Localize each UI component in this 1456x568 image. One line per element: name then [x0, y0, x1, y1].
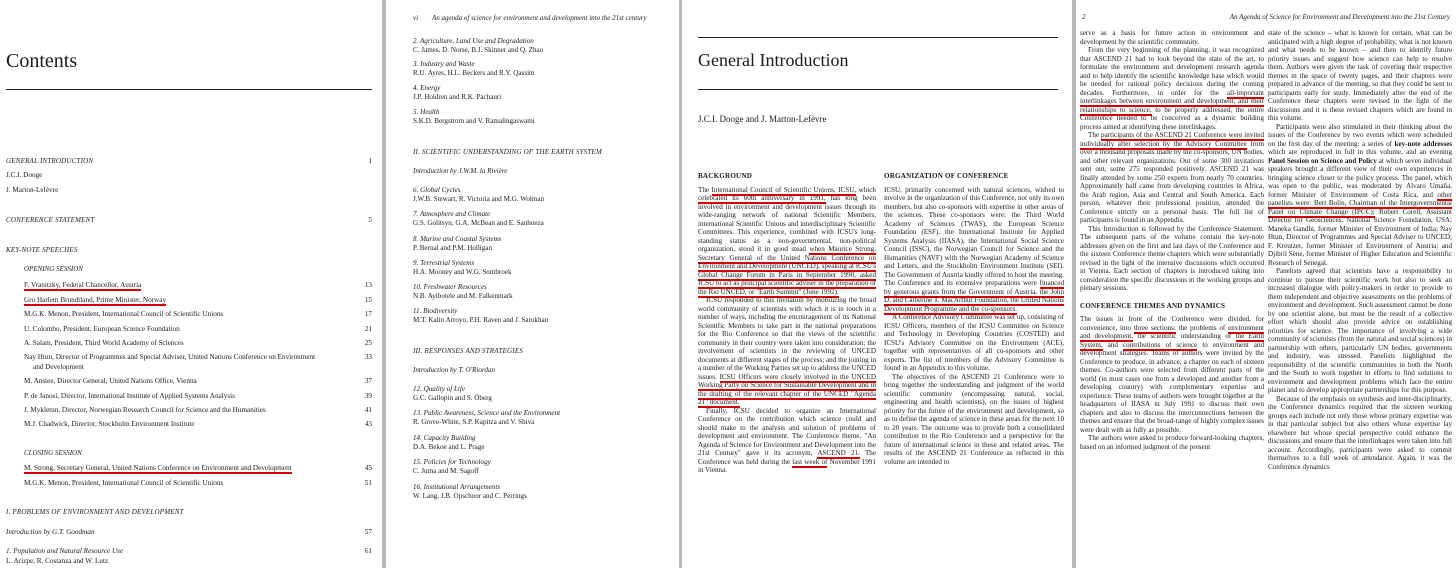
bold-term: Panel Session on Science and Policy [1268, 156, 1377, 165]
toc-chapter-title[interactable]: 10. Freshwater Resources [413, 283, 487, 291]
toc-author: J. Marton-Lefèvre [6, 186, 59, 194]
themes-heading: CONFERENCE THEMES AND DYNAMICS [1080, 301, 1226, 310]
text-run: and [1102, 340, 1123, 349]
text-run: to environment and development strategies. Teams of authors were invited by the Conference to produce, in advance, a chapter on each of sixteen themes. Co-authors were selected from different parts of the world (in most cases one from a developed and another from a developing country) with complementary expertise and experience. These teams of authors were brought together at the headquarters of IIASA in July 1991 to discuss their own chapters and also to discuss the interconnections between the themes and ensure that the broad-range of highly complex issues were dealt with as fully as possible. [1080, 340, 1264, 434]
toc-entry-text[interactable]: M. Anstee, Director General, United Nations Office, Vienna [24, 377, 197, 385]
toc-chapter-title[interactable]: 3. Industry and Waste [413, 60, 475, 68]
toc-page-number: 51 [364, 479, 372, 487]
page-number: vi [413, 14, 419, 22]
toc-chapter-title[interactable]: 13. Public Awareness, Science and the Environment [413, 409, 561, 417]
text-run: the scientific understanding of [1133, 332, 1236, 340]
toc-chapter-title[interactable]: 15. Policies for Technology [413, 458, 491, 466]
text-run: at which seven individual speakers brought a different view of their own experiences in bringing science closer to the policy process. The panel, which was open to the public, was moderated by Alvaro Umaña, former Minister of Environment of Costa Rica, and [1268, 156, 1453, 199]
toc-page-number: 37 [364, 377, 372, 385]
toc-entry-text[interactable]: Nay Htun, Director of Programmes and Special Adviser, United Nations Conference on Environment [24, 353, 316, 361]
toc-entry [24, 464, 292, 472]
toc-chapter-title[interactable]: 9. Terrestrial Systems [413, 259, 475, 267]
contents-title: Contents [6, 50, 78, 72]
paragraph: The authors were asked to produce forward-looking chapters, based on an informed judgment of the present [1080, 434, 1264, 451]
toc-chapter-title[interactable]: 14. Capacity Building [413, 434, 476, 442]
top-rule [698, 37, 1058, 38]
running-head: An agenda of science for environment and development into the 21st century [432, 14, 647, 22]
toc-conference-statement[interactable]: CONFERENCE STATEMENT [6, 216, 95, 224]
text-run: the problems of [1175, 323, 1229, 332]
toc-page-number: 5 [368, 216, 372, 224]
highlight: financed by generous grants from the Government of Austria, the John D. and Catherine T. MacArthur Foundation, the United Nations Development Programme and the co-sponsors. [884, 279, 1064, 313]
toc-chapter-authors: J.W.B. Stewart, R. Victoria and M.G. Wolman [413, 195, 545, 203]
toc-entry-text[interactable]: F. Vranitzky, Federal Chancellor, Austria [24, 281, 142, 289]
highlight: ICSU Officers were closely involved in the UNCED Working Party on Science for Sustainable Development and in the drafting of the relevant chapter of the UNCED "Agenda 21" document. [698, 372, 876, 406]
toc-page-number: 45 [364, 464, 372, 472]
highlight: last week of [792, 457, 828, 466]
general-introduction-page [682, 0, 1072, 568]
toc-entry-text[interactable]: A. Salam, President, Third World Academy of Sciences [24, 339, 184, 347]
toc-page-number: 41 [364, 406, 372, 414]
toc-chapter-authors: C. Juma and M. Sagoff [413, 467, 479, 475]
toc-entry-text[interactable]: P. de Janosi, Director, International Institute of Applied Systems Analysis [24, 392, 235, 400]
text-run: ICSU responded to this invitation by mobilizing the broad world community of scientists with which it is in touch in a number of ways, including the encouragement of its National Scientific Members to take part in the national preparations for the Rio Conference so that the views of the scientific community in their country were taken into consideration; the involvement of scientists in the reviewing of UNCED documents at different stages of the process; and the joining in a number of the Working Parties set up to address the UNCED issues. [698, 296, 876, 381]
title-rule [698, 89, 1058, 90]
toc-opening-session: OPENING SESSION [24, 265, 83, 273]
toc-entry [24, 281, 141, 289]
page-number: 2 [1082, 13, 1086, 21]
highlight: three sections: [1133, 323, 1176, 332]
text-run: The Conference was held during the [698, 449, 876, 466]
highlight: when Maurice Strong, Secretary General of the United Nations Conference on Environment and Development (UNCED), speaking at ICSU's Global Change Forum in Paris in September 1990, asked ICSU to act as principal scientific adviser in the preparation of the Rio UNCED, or "Earth Summit" (June 1992). [698, 245, 876, 296]
left-column [698, 172, 876, 475]
toc-chapter-authors: J.P. Holdren and R.K. Pachauri [413, 93, 502, 101]
highlight: ASCEND 21. [817, 449, 860, 457]
toc-entry-text[interactable]: M.G.K. Menon, President, International Council of Scientific Unions [24, 479, 224, 487]
highlight: the Earth System, [1080, 332, 1264, 349]
toc-page-number: 1 [368, 157, 372, 165]
toc-chapter-authors: G.C. Gallopin and S. Öberg [413, 394, 492, 402]
text-run: The [1088, 131, 1102, 139]
text-run: which [856, 185, 876, 194]
background-heading: BACKGROUND [698, 172, 753, 180]
toc-part-intro[interactable]: Introduction by J.W.M. la Rivière [413, 167, 508, 175]
toc-chapter-authors: P. Bernal and P.M. Holligan [413, 244, 493, 252]
toc-general-intro[interactable]: GENERAL INTRODUCTION [6, 157, 94, 165]
toc-page-number: 13 [364, 281, 372, 289]
chapter-authors: J.C.I. Dooge and J. Marton-Lefèvre [698, 114, 827, 124]
toc-closing-session: CLOSING SESSION [24, 449, 82, 457]
highlight: celebrated its 60th anniversary in 1991, [698, 194, 826, 202]
introduction-page-2 [1076, 0, 1456, 568]
paragraph: state of the science – what is known for certain, what can be anticipated with a high degree of probability, what is not known and what needs to be known – and then to identify future priority issues and suggest how science can help to resolve them. Authors were given the task of covering their respective themes in the space of twenty pages, and their chapters were prepared in advance of the meeting, so that they could be sent to participants early for study. Immediately after the end of the Conference these chapters were revised in the light of the discussions and it is these revised chapters which are found in this volume. [1268, 29, 1452, 122]
toc-chapter-title[interactable]: 5. Health [413, 108, 440, 116]
toc-chapter-title[interactable]: 16. Institutional Arrangements [413, 483, 501, 491]
running-head: An Agenda of Science for Environment and Development into the 21st Century [1229, 13, 1450, 21]
toc-chapter-authors: M.T. Kalin Arroyo, P.H. Raven and J. Sarukhan [413, 316, 549, 324]
toc-chapter-authors: R. Grove-White, S.P. Kapitza and V. Shiva [413, 418, 535, 426]
text-run: ICSU, primarily concerned with natural sciences, wished to involve in the organization of this Conference, not only its own members, but also co-sponsors with expertise in other areas of the sciences. These co-sponsors were: the Third World Academy of Sciences (TWAS), the European Science Foundation (ESF), the International Institute for Applied Systems Analysis (IIASA), the International Social Science Council (ISSC), the Norwegian Council for Science and the Humanities (NAVF) with the Norwegian Academy of Science and Letters, and the Stockholm Environment Institute (SEI). The Government of Austria kindly offered to host the meeting. The Conference and its extensive preparations were [884, 185, 1064, 287]
toc-chapter-authors: D.A. Bekoe and L. Prage [413, 443, 485, 451]
contents-page [0, 0, 382, 568]
highlight: participants of the ASCEND 21 Conference were invited individually after selection by the Advisory Committee [1080, 131, 1264, 148]
paragraph [698, 296, 876, 407]
toc-chapter-authors: H.A. Mooney and W.G. Sombroek [413, 268, 512, 276]
bold-term: key-note addresses [1394, 139, 1452, 148]
toc-page-number: 57 [364, 528, 372, 536]
toc-chapter-title[interactable]: 11. Biodiversity [413, 307, 458, 315]
toc-chapter-title[interactable]: 4. Energy [413, 84, 441, 92]
paragraph [1080, 131, 1264, 225]
toc-chapter-authors: G.S. Golitsyn, G.A. McBean and E. Sanhueza [413, 219, 544, 227]
text-run: The [698, 185, 712, 194]
right-column [1268, 29, 1452, 471]
text-run: to be properly addressed, the entire Conference needed to be conceived as a dynamic building process aimed at identifying these interlinkages. [1080, 105, 1264, 131]
title-rule [6, 89, 372, 90]
paragraph: Because of the emphasis on synthesis and inter-disciplinarity, the Conference dynamics required that the sixteen working groups each include not only those whose primary expertise was in that particular subject but also others whose expertise lay elsewhere but whose special perspective could enhance the discussions and ensure that the interlinkages were taken into full account. Accordingly, participants were asked to commit themselves to a full week of attendance. Again, it was the Conference dynamics [1268, 394, 1452, 471]
toc-chapter-title[interactable]: 2. Agriculture, Land Use and Degradation [413, 37, 534, 45]
organization-heading: ORGANIZATION OF CONFERENCE [884, 172, 1009, 180]
left-column [1080, 29, 1264, 451]
text-run: has long been involved in environment and development issues through its wide-ranging network of national Scientific Members, international Scientific Unions and interdisciplinary Scientific Committees. This experience, combined with ICSU's long-standing status as a non-governmental, non-political organization, stood it in good stead [698, 194, 877, 253]
toc-entry-text[interactable]: Gro Harlem Brundtland, Prime Minister, Norway [24, 296, 167, 304]
toc-author: J.C.I. Dooge [6, 171, 43, 179]
paragraph: This Introduction is followed by the Conference Statement. The subsequent parts of the volume contain the key-note addresses given on the first and last days of the Conference and the sixteen Conference theme chapters which were substantially revised in the light of the intensive discussions which occurred in Vienna. Each section of chapters is introduced taking into consideration the specific discussions in the working groups and plenary sessions. [1080, 224, 1264, 292]
toc-page-number: 33 [364, 353, 372, 361]
paragraph [698, 407, 876, 475]
text-run: Robert Corell, Assistant Director for Geosciences, National Science Foundation, USA; Maneka Gandhi, former Minister of Environment of India; Nay Htun, Director of Programmes and Special Adviser to UNCED; F. Kreutzer, former Minister of Environment of Austria; and Djibril Sène, former Minister of Higher Education and Scientific Research of Senegal. [1268, 207, 1452, 267]
toc-page-number: 25 [364, 339, 372, 347]
toc-page-number: 21 [364, 325, 372, 333]
highlight: environment and development, [1080, 323, 1264, 340]
paragraph [1080, 46, 1264, 131]
text-run: From the very beginning of the planning, it was recognized that ASCEND 21 had to look beyond the state of the art, to formulate the environment and development research agenda and to help identify the scientific knowledge base which would be needed for rational policy decisions during the coming decades. Furthermore, in order for the [1080, 46, 1264, 97]
toc-chapter-authors: N.B. Ayibotele and M. Falkenmark [413, 292, 513, 300]
toc-chapter-title[interactable]: 6. Global Cycles [413, 186, 461, 194]
toc-page-number: 15 [364, 296, 372, 304]
toc-entry-continuation: and Development [33, 363, 84, 371]
toc-entry-text[interactable]: M.J. Chadwick, Director, Stockholm Environment Institute [24, 420, 195, 428]
toc-part-heading: III. RESPONSES AND STRATEGIES [413, 347, 524, 355]
toc-part-heading: I. PROBLEMS OF ENVIRONMENT AND DEVELOPMENT [6, 508, 184, 516]
toc-chapter-title[interactable]: 1. Population and Natural Resource Use [6, 547, 124, 555]
highlight: all-important interlinkages between environment and development, and their relationships to science, [1080, 88, 1264, 114]
paragraph [884, 186, 1064, 314]
text-run: Finally, ICSU decided to organize an International Conference on the contribution which science could and should make to the analysis and solution of problems of development and environment. The Conference theme, "An Agenda of Science for Environment and Development into the 21st Century" gave it its acronym, [698, 406, 876, 457]
toc-chapter-authors: R.U. Ayres, H.L. Beckers and R.Y. Qassim [413, 69, 535, 77]
toc-part-intro[interactable]: Introduction by T. O'Riordan [413, 366, 496, 374]
paragraph: serve as a basis for future action in environment and development by the scientific community. [1080, 29, 1264, 46]
paragraph: A Conference Advisory Committee was set up, consisting of ICSU Officers, members of the ICSU Committee on Science and Technology in Developing Countries (COSTED) and ICSU's Advisory Committee on the Environment (ACE), together with representatives of all co-sponsors and other experts. The list of members of the Advisory Committee is found in an Appendix to this volume. [884, 313, 1064, 372]
toc-page-number: 17 [364, 310, 372, 318]
paragraph: The objectives of the ASCEND 21 Conference were to bring together the understanding and judgment of the world scientific community (encompassing natural, social, engineering and health scientists), on the issues of highest priority for the future of the environment and development, so as to define the agenda of science in these areas for the next 10 to 20 years. The outcome was to provide both a consolidated contribution to the Rio Conference and a perspective for the future of international science in these and related areas. The results of the ASCEND 21 Conference as reflected in this volume are intended to [884, 372, 1064, 466]
right-column [884, 172, 1064, 466]
text-run: from over a thousand proposals made by the co-sponsors, UN bodies, and other relevant organizations. Out of some 300 invitations sent out, some 275 responded positively. ASCEND 21 was finally attended by some 250 experts from nearly 70 countries. Approximately half came from developing countries in Africa, the Arab region, Asia and Central and South America. Each person, whatever their professional position, attended the Conference strictly on a personal basis. The full list of participants is found in an Appendix. [1080, 139, 1264, 224]
toc-chapter-title[interactable]: 12. Quality of Life [413, 385, 466, 393]
toc-entry-text[interactable]: U. Colombo, President, European Science Foundation [24, 325, 180, 333]
toc-page-number: 43 [364, 420, 372, 428]
toc-entry-text[interactable]: M.G.K. Menon, President, International Council of Scientific Unions [24, 310, 224, 318]
toc-page-number: 39 [364, 392, 372, 400]
toc-chapter-authors: C. James, D. Norse, B.J. Skinner and Q. Zhao [413, 46, 544, 54]
paragraph [1268, 123, 1452, 268]
toc-chapter-authors: L. Arizpe, R. Costanza and W. Lutz [6, 557, 109, 565]
toc-page-number: 61 [364, 547, 372, 555]
toc-chapter-authors: S.K.D. Bergstrom and V. Ramalingaswami [413, 117, 535, 125]
highlight: International Council of Scientific Unions, ICSU, [711, 185, 857, 194]
text-run: The issues in front of the Conference were divided, for convenience, into [1080, 315, 1264, 332]
text-run: Participants were also stimulated in their thinking about the issues of the Conference by two events which were scheduled on the first day of the meeting: a series of [1268, 122, 1452, 148]
toc-part-intro[interactable]: Introduction by G.T. Goodman [6, 528, 95, 536]
toc-entry-text[interactable]: M. Strong, Secretary General, United Nations Conference on Environment and Development [24, 464, 292, 472]
toc-keynote-heading: KEY-NOTE SPEECHES [6, 246, 78, 254]
paragraph [698, 186, 876, 297]
highlight: other panelists were: Bert Bolin, Chairman of the Intergovernmental Panel on Climate Change (IPCC); [1268, 190, 1452, 216]
paragraph [1080, 315, 1264, 434]
text-run: November 1991 in Vienna. [698, 457, 876, 474]
text-run: which are reproduced in full in this volume, and an evening [1268, 148, 1452, 156]
toc-chapter-title[interactable]: 8. Marine and Coastal Systems [413, 235, 502, 243]
paragraph: Panelists agreed that scientists have a responsibility to continue to pursue their scientific work but also to seek an increased dialogue with policy-makers in order to provide to them independent and objective assessments on the problems of environment and development. Such assessment cannot be done by one scientist alone, but must be the result of a collective effort which should also provide advice on establishing priorities for science. The importance of involving a wide community of scientists (from the natural and social sciences) in partnership with others, particularly UN bodies, governments and industry, was stressed. Panelists highlighted the responsibility of the scientific communities in both the North and the South to work together in efforts to find solutions to environment and development problems which face the entire planet and to develop appropriate partnerships for this purpose. [1268, 267, 1452, 394]
toc-chapter-authors: W. Lang, J.B. Opschoor and C. Perrings [413, 492, 527, 500]
toc-entry-text[interactable]: J. Mykletun, Director, Norwegian Research Council for Science and the Humanities [24, 406, 266, 414]
chapter-title: General Introduction [698, 50, 849, 70]
toc-part-heading: II. SCIENTIFIC UNDERSTANDING OF THE EARTH SYSTEM [413, 148, 602, 156]
contents-continued-page [386, 0, 679, 568]
highlight: contributions of science [1122, 340, 1198, 349]
toc-entry [24, 296, 166, 304]
toc-chapter-title[interactable]: 7. Atmosphere and Climate [413, 210, 491, 218]
